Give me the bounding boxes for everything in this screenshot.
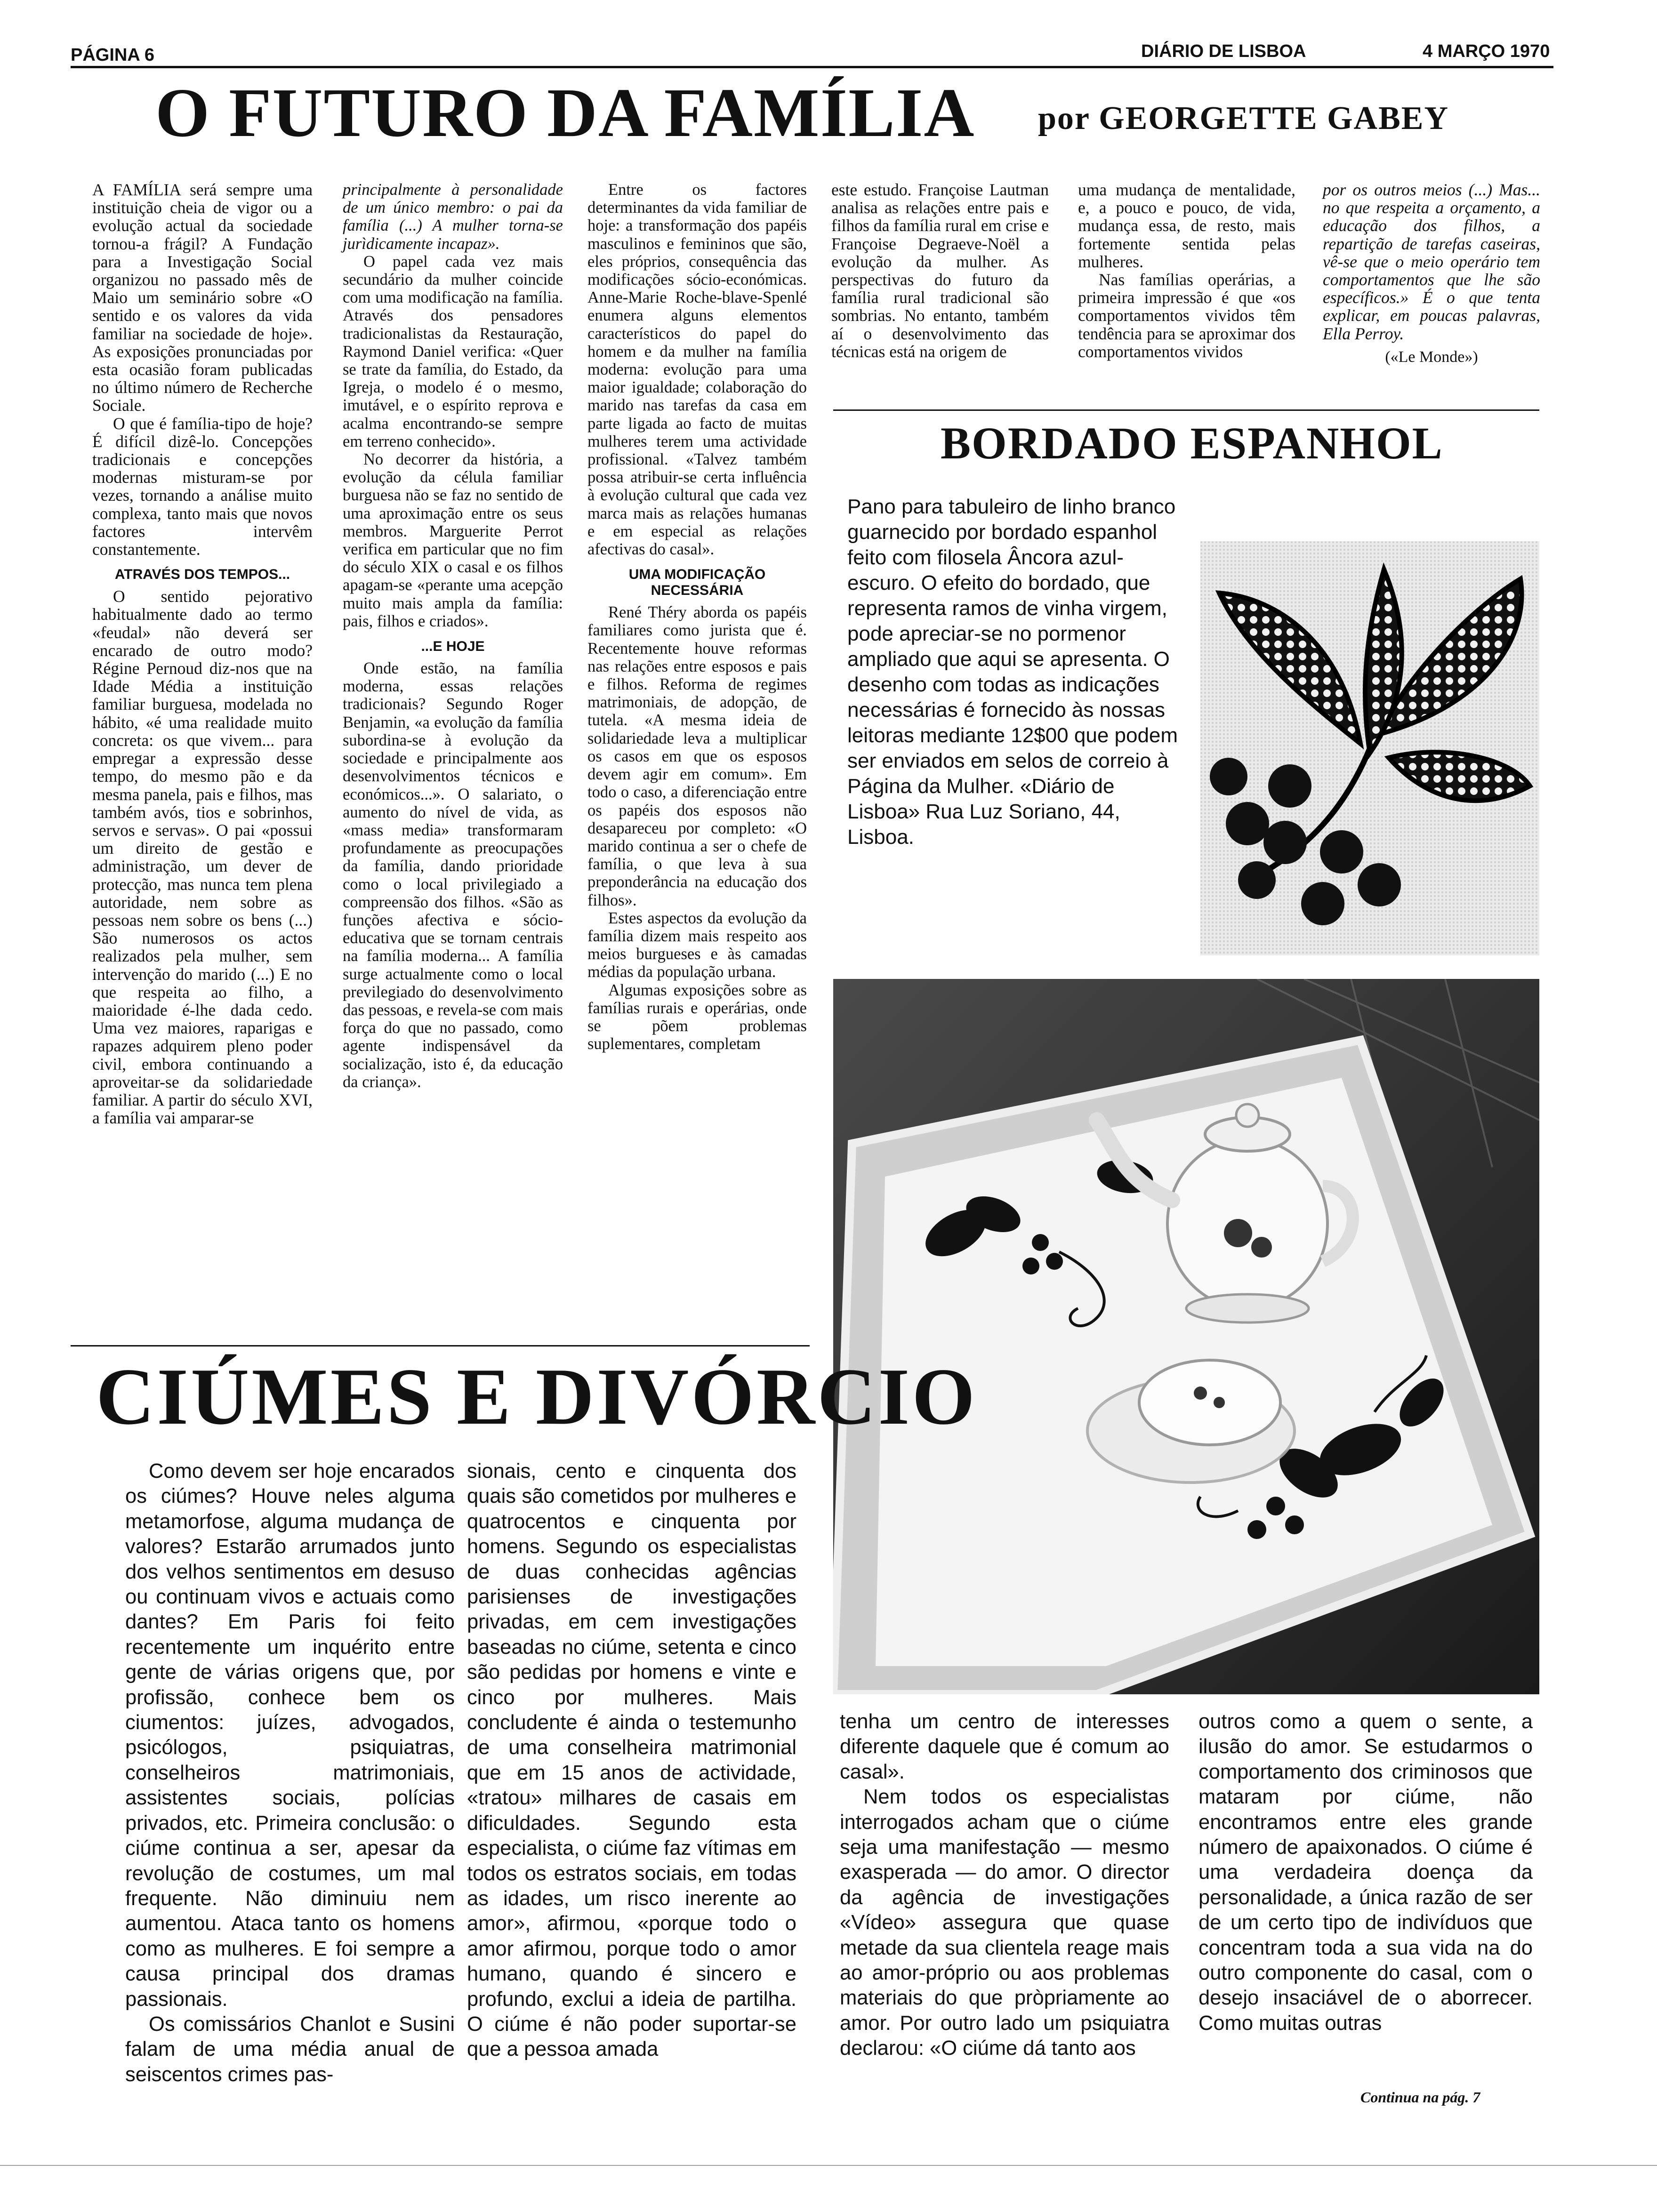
- divider-ciumes: [71, 1345, 810, 1346]
- ciumes-column-1: Como devem ser hoje encarados os ciúmes? Houve neles alguma metamorfose, alguma mudança de valores? Estarão arrumados junto dos velhos sentimentos em desuso ou continuam vivos e actuais como dantes? Em Paris foi feito recentemente um inquérito entre gente de várias origens que, por profissão, conhece bem os ciumentos: juízes, advogados, psicólogos, psiquiatras, conselheiros matrimoniais, assistentes sociais, polícias privados, etc. Primeira conclusão: o ciúme continua a ser, apesar da revolução de costumes, um mal frequente. Não diminuiu nem aumentou. Ataca tanto os homens como as mulheres. E foi sempre a causa principal dos dramas passionais. Os comissários Chanlot e Susini falam de uma média anual de seiscentos crimes pas-: [125, 1460, 455, 2086]
- article-column-4: este estudo. Françoise Lautman analisa as relações entre pais e filhos da família rural em crise e Françoise Degraeve-Noël a evolução da mulher. As perspectivas do futuro da família rural tradicional são sombrias. No entanto, também aí o desenvolvimento das técnicas está na origem de: [831, 180, 1049, 361]
- bordado-text: Pano para tabuleiro de linho branco guarnecido por bordado espanhol feito com filosela Âncora azul-escuro. O efeito do bordado, que representa ramos de vinha virgem, pode apreciar-se no pormenor ampliado que aqui se apresenta. O desenho com todas as indicações necessárias é fornecido às nossas leitoras mediante 12$00 que podem ser enviados em selos de correio à Página da Mulher. «Diário de Lisboa» Rua Luz Soriano, 44, Lisboa.: [847, 495, 1178, 849]
- tray-with-teapot-photo: [833, 979, 1539, 1694]
- continued-note: Continua na pág. 7: [1360, 2089, 1480, 2106]
- embroidery-detail-photo: [1200, 541, 1539, 955]
- byline: por GEORGETTE GABEY: [1038, 100, 1449, 136]
- page-number: PÁGINA 6: [71, 45, 155, 65]
- subheading-modificacao: UMA MODIFICAÇÃO NECESSÁRIA: [628, 567, 766, 599]
- ciumes-column-3: tenha um centro de interesses diferente daquele que é comum ao casal». Nem todos os especialistas interrogados acham que o ciúme seja uma manifestação — mesmo exasperada — do amor. O director da agência de investigações «Vídeo» assegura que quase metade da sua clientela reage mais ao amor-próprio ou aos problemas materiais do que pròpriamente ao amor. Por outro lado um psiquiatra declarou: «O ciúme dá tanto aos: [840, 1710, 1169, 2060]
- header-rule: [71, 66, 1553, 68]
- article-column-6: por os outros meios (...) Mas... no que respeita a orçamento, a educação dos filhos, a repartição de tarefas caseiras, vê-se que o meio operário tem comportamentos que lhe são específicos.» É o que tenta explicar, em poucas palavras, Ella Perroy. («Le Monde»): [1323, 180, 1540, 366]
- ciumes-column-4: outros como a quem o sente, a ilusão do amor. Se estudarmos o comportamento dos criminosos que mataram por ciúme, não encontramos entre eles grande número de apaixonados. O ciúme é uma verdadeira doença da personalidade, a única razão de ser de um certo tipo de indivíduos que concentram toda a sua vida na do outro componente do casal, com o desejo insaciável de o aborrecer. Como muitas outras: [1199, 1710, 1533, 2035]
- issue-date: 4 MARÇO 1970: [1423, 41, 1550, 61]
- newspaper-name: DIÁRIO DE LISBOA: [1141, 41, 1306, 61]
- article-column-2: principalmente à personalidade de um único membro: o pai da família (...) A mulher torna-se jurìdicamente incapaz». O papel cada vez mais secundário da mulher coincide com uma modificação na família. Através dos pensadores tradicionalistas da Restauração, Raymond Daniel verifica: «Quer se trate da família, do Estado, da Igreja, o modelo é o mesmo, imutável, e o espírito reprova e acalma encontrando-se sempre em terreno conhecido». No decorrer da história, a evolução da célula familiar burguesa não se faz no sentido de uma aproximação entre os seus membros. Marguerite Perrot verifica em particular que no fim do século XIX o casal e os filhos apagam-se «perante uma acepção muito mais ampla da família: pais, filhos e criados». ...E HOJE Onde estão, na família moderna, essas relações tradicionais? Segundo Roger Benjamin, «a evolução da família subordina-se à evolução da sociedade e principalmente aos desenvolvimentos técnicos e económicos...». O salariato, o aumento do nível de vida, as «mass media» transformaram profundamente as preocupações da família, dando prioridade como o local privilegiado a compreensão dos filhos. «São as funções afectiva e sócio-educativa que se tornam centrais na família moderna... A família surge actualmente como o local previlegiado do desenvolvimento das pessoas, e revela-se com mais força do que no passado, como agente indispensável da socialização, isto é, da educação da criança».: [343, 181, 563, 1091]
- article-column-3: Entre os factores determinantes da vida familiar de hoje: a transformação dos papéis masculinos e femininos que são, eles próprios, consequência das modificações sócio-económicas. Anne-Marie Roche-blave-Spenlé enumera alguns elementos característicos do papel do homem e da mulher na família moderna: evolução para uma maior igualdade; colaboração do marido nas tarefas da casa em parte ligada ao facto de muitas mulheres terem uma actividade profissional. «Talvez também possa atribuir-se certa influência à evolução cultural que cada vez marca mais as relações humanas e em especial as relações afectivas do casal». UMA MODIFICAÇÃO NECESSÁRIA René Théry aborda os papéis familiares como jurista que é. Recentemente houve reformas nas relações entre esposos e pais e filhos. Reforma de regimes matrimoniais, de adopção, de tutela. «A mesma ideia de solidariedade leva a multiplicar os casos em que os esposos devem agir em comum». Em todo o caso, a diferenciação entre os papéis dos esposos não desapareceu por completo: «O marido continua a ser o chefe de família, o que leva à sua preponderância na educação dos filhos». Estes aspectos da evolução da família dizem mais respeito aos meios burgueses e às camadas médias da população urbana. Algumas exposições sobre as famílias rurais e operárias, onde se põem problemas suplementares, completam: [587, 181, 807, 1053]
- subheading-atraves: ATRAVÉS DOS TEMPOS...: [114, 567, 290, 583]
- article-column-1: A FAMÍLIA será sempre uma instituição cheia de vigor ou a evolução actual da sociedade tornou-a frágil? A Fundação para a Investigação Social organizou no passado mês de Maio um seminário sobre «O sentido e os valores da vida familiar na sociedade de hoje». As exposições pronunciadas por esta ocasião foram publicadas no último número de Recherche Sociale. O que é família-tipo de hoje? É difícil dizê-lo. Concepções tradicionais e concepções modernas misturam-se por vezes, tornando a análise muito complexa, tanto mais que novos factores intervêm constantemente. ATRAVÉS DOS TEMPOS... O sentido pejorativo habitualmente dado ao termo «feudal» não deverá ser encarado de outro modo? Régine Pernoud diz-nos que na Idade Média a instituição familiar burguesa, modelada no hábito, «é uma realidade muito concreta: os que vivem... para empregar a expressão desse tempo, do mesmo pão e da mesma panela, pais e filhos, mas também avós, tios e sobrinhos, servos e servas». O pai «possui um direito de gestão e administração, um dever de protecção, mas nunca tem plena autoridade, nem sobre as pessoas nem sobre os bens (...) São numerosos os actos realizados pela mulher, sem intervenção do marido (...) E no que respeita ao filho, a maioridade é-lhe dada cedo. Uma vez maiores, raparigas e rapazes adquirem pleno poder civil, embora continuando a aproveitar-se da solidariedade familiar. A partir do século XVI, a família vai amparar-se: [92, 180, 313, 1128]
- article-column-5: uma mudança de mentalidade, e, a pouco e pouco, de vida, mudança essa, de resto, mais fortemente sentida pelas mulheres. Nas famílias operárias, a primeira impressão é que «os comportamentos vividos têm tendência para se aproximar dos comportamentos vividos: [1078, 180, 1295, 361]
- headline-future-family: O FUTURO DA FAMÍLIA: [155, 74, 975, 152]
- headline-bordado: BORDADO ESPANHOL: [941, 418, 1443, 468]
- subheading-e-hoje: ...E HOJE: [421, 639, 485, 655]
- headline-ciumes: CIÚMES E DIVÓRCIO: [96, 1352, 978, 1442]
- ciumes-column-2: sionais, cento e cinquenta dos quais são cometidos por mulheres e quatrocentos e cinquenta por homens. Segundo os especialistas de duas conhecidas agências parisienses de investigações privadas, em cem investigações baseadas no ciúme, setenta e cinco são pedidas por homens e vinte e cinco por mulheres. Mais concludente é ainda o testemunho de uma conselheira matrimonial que em 15 anos de actividade, «tratou» milhares de casais em dificuldades. Segundo esta especialista, o ciúme faz vítimas em todos os estratos sociais, em todas as idades, um risco inerente ao amor», afirmou, «porque todo o amor afirmou, porque todo o amor humano, quando é sincero e profundo, exclui a ideia de partilha. O ciúme é não poder suportar-se que a pessoa amada: [467, 1460, 796, 2061]
- bottom-edge: [0, 2165, 1657, 2166]
- divider-bordado: [833, 409, 1539, 411]
- source-le-monde: («Le Monde»): [1385, 348, 1478, 366]
